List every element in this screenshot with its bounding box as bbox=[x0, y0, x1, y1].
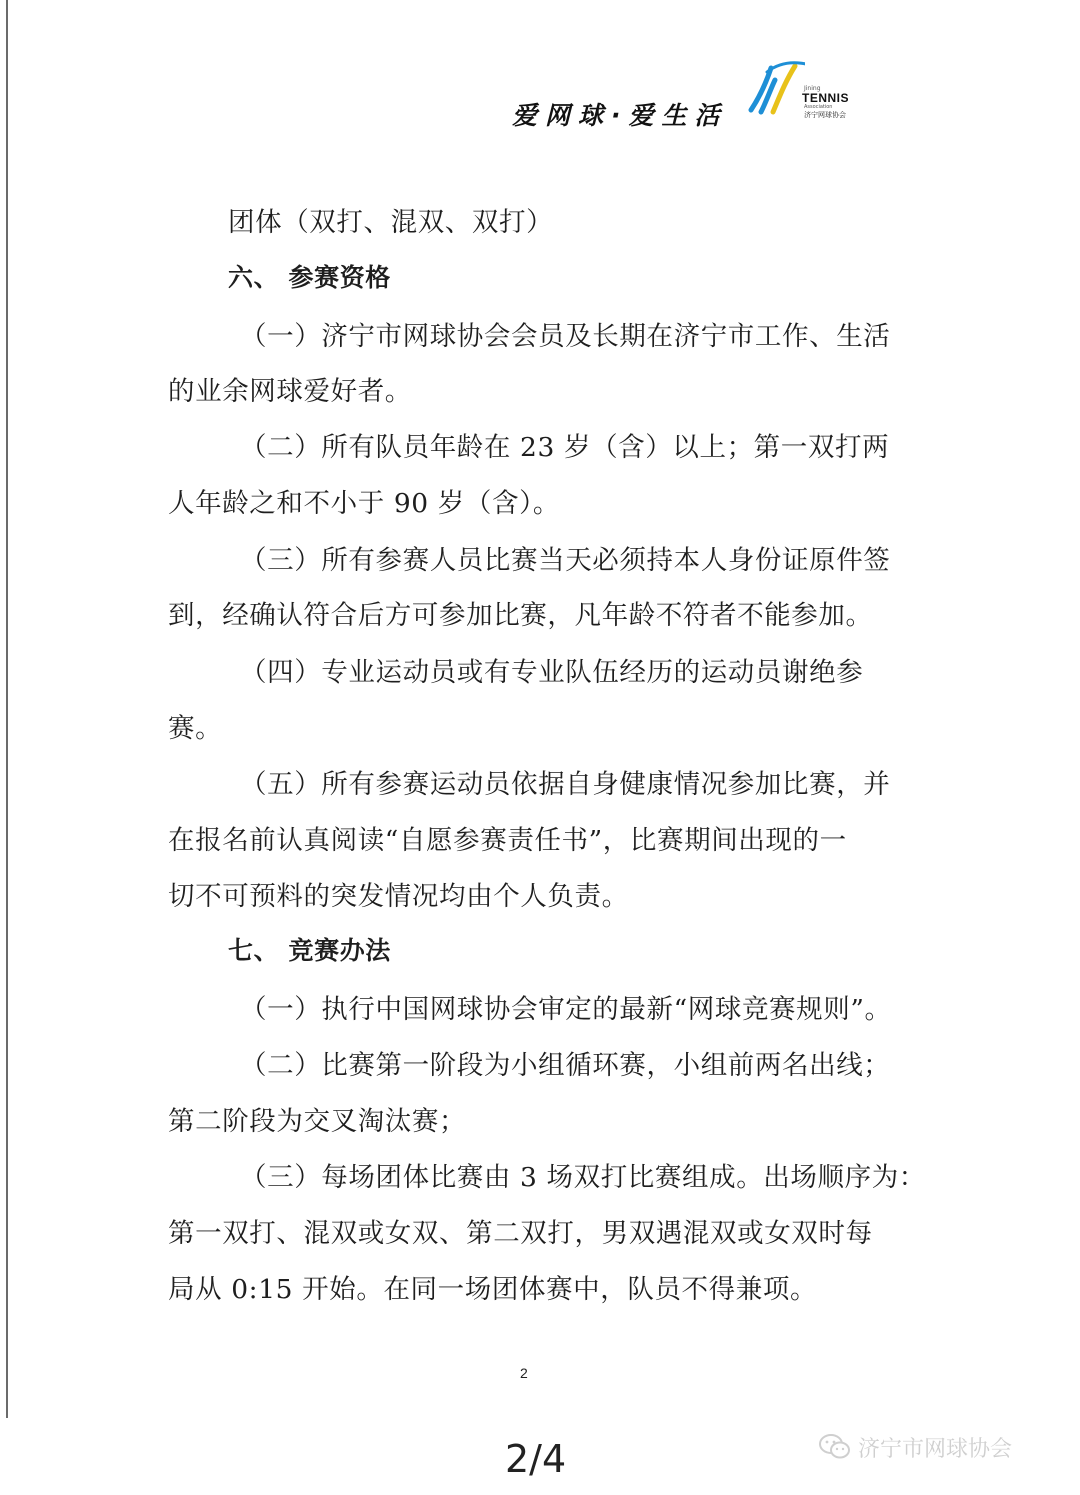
wechat-watermark bbox=[818, 1432, 1012, 1462]
paragraph-line: （一）执行中国网球协会审定的最新“网球竞赛规则”。 bbox=[240, 994, 892, 1025]
logo-tennis-text: TENNIS bbox=[802, 91, 850, 105]
paragraph-line: 切不可预料的突发情况均由个人负责。 bbox=[168, 881, 629, 912]
page-edge bbox=[6, 0, 8, 1418]
document-page-number: 2 bbox=[520, 1365, 528, 1381]
paragraph-line: （五）所有参赛运动员依据自身健康情况参加比赛，并 bbox=[240, 769, 891, 800]
tennis-logo-icon bbox=[745, 58, 805, 118]
paragraph-line: 在报名前认真阅读“自愿参赛责任书”，比赛期间出现的一 bbox=[168, 825, 847, 856]
wechat-icon bbox=[818, 1432, 852, 1462]
logo-association-text: Association bbox=[804, 104, 833, 110]
watermark-text: 济宁市网球协会 bbox=[858, 1436, 1013, 1462]
paragraph-line: 局从 0:15 开始。在同一场团体赛中，队员不得兼项。 bbox=[168, 1274, 818, 1305]
paragraph-line: 第二阶段为交叉淘汰赛； bbox=[168, 1106, 467, 1137]
paragraph-line: 赛。 bbox=[168, 713, 223, 744]
tennis-association-logo bbox=[745, 58, 855, 128]
paragraph-line: 的业余网球爱好者。 bbox=[168, 376, 412, 407]
section-heading-7: 七、 竞赛办法 bbox=[228, 936, 391, 965]
paragraph-line: （一）济宁市网球协会会员及长期在济宁市工作、生活 bbox=[240, 321, 891, 352]
paragraph-line: （二）所有队员年龄在 23 岁（含）以上；第一双打两 bbox=[240, 432, 890, 463]
paragraph-line: （四）专业运动员或有专业队伍经历的运动员谢绝参 bbox=[240, 657, 864, 688]
page-indicator: 2/4 bbox=[505, 1437, 567, 1481]
paragraph-line: 团体（双打、混双、双打） bbox=[228, 207, 554, 238]
paragraph-line: 第一双打、混双或女双、第二双打，男双遇混双或女双时每 bbox=[168, 1218, 873, 1249]
paragraph-line: 到，经确认符合后方可参加比赛，凡年龄不符者不能参加。 bbox=[168, 600, 873, 631]
logo-chinese-name: 济宁网球协会 bbox=[804, 111, 846, 119]
section-heading-6: 六、 参赛资格 bbox=[228, 263, 391, 292]
paragraph-line: （二）比赛第一阶段为小组循环赛，小组前两名出线； bbox=[240, 1050, 891, 1081]
paragraph-line: （三）所有参赛人员比赛当天必须持本人身份证原件签 bbox=[240, 545, 891, 576]
paragraph-line: （三）每场团体比赛由 3 场双打比赛组成。出场顺序为： bbox=[240, 1162, 926, 1193]
header-slogan: 爱网球·爱生活 bbox=[512, 101, 728, 130]
paragraph-line: 人年龄之和不小于 90 岁（含）。 bbox=[168, 488, 561, 519]
logo-jining-text: Jining bbox=[804, 85, 821, 92]
